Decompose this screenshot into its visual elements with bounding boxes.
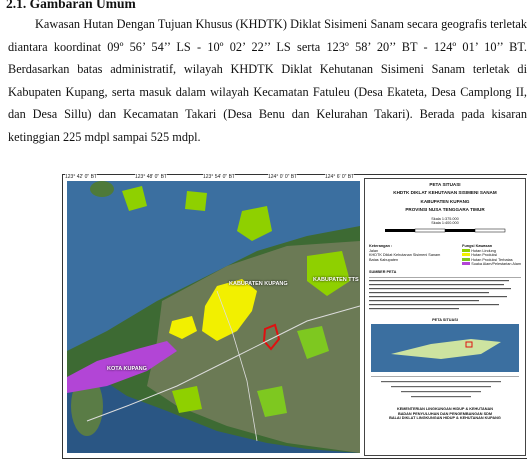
coord-top-5: 124° 6' 0" BT	[325, 174, 355, 180]
place-kota-kupang: KOTA KUPANG	[107, 366, 147, 372]
place-kabupaten-kupang: KABUPATEN KUPANG	[229, 281, 288, 287]
scale-text-2: Skala 1:400.000	[431, 221, 459, 226]
legend-item: Jalan	[369, 248, 379, 253]
coord-top-4: 124° 0' 0" BT	[268, 174, 298, 180]
forest-legend-item: Hutan Lindung	[462, 249, 521, 253]
map-legend-panel	[364, 178, 526, 456]
forest-legend-item: Hutan Produksi Terbatas	[462, 258, 521, 262]
panel-title-4: PROVINSI NUSA TENGGARA TIMUR	[405, 207, 485, 213]
scale-bar	[365, 225, 527, 239]
place-kabupaten-tts: KABUPATEN TTS	[313, 277, 359, 283]
legend-block	[369, 244, 440, 266]
credits-block	[371, 376, 519, 405]
inset-map	[371, 324, 519, 372]
inset-title: PETA SITUASI	[432, 317, 458, 322]
forest-legend-item: Suaka Alam/Pelestarian Alam	[462, 262, 521, 266]
panel-title-1: PETA SITUASI	[429, 182, 461, 187]
scale-text-1: Skala 1:375.000	[431, 216, 459, 221]
map-area	[67, 181, 360, 453]
sources-title: SUMBER PETA	[369, 270, 397, 275]
forest-legend-item: Hutan Produksi	[462, 253, 521, 257]
map-graphic	[67, 181, 360, 453]
legend-title: Keterangan :	[369, 244, 393, 249]
coord-top-3: 123° 54' 0" BT	[203, 174, 235, 180]
forest-legend-block	[462, 244, 521, 266]
panel-title-2: KHDTK DIKLAT KEHUTANAN SISIMENI SANAM	[393, 190, 497, 196]
panel-title-3: KABUPATEN KUPANG	[420, 198, 470, 204]
sources-text-block	[369, 277, 521, 316]
body-paragraph: Kawasan Hutan Dengan Tujuan Khusus (KHDTK) Diklat Sisimeni Sanam secara geografis terletak diantara koordinat 09º 56’ 54’’ LS - 10º 02’ 22’’ LS serta 123º 58’ 20’’ BT - 124º 01’ 10’’ BT. Berdasarkan batas administratif, wilayah KHDTK Diklat Kehutanan Sisimeni Sanam terletak di Kabupaten Kupang, serta masuk dalam wilayah Kecamatan Fatuleu (Desa Ekateta, Desa Camplong II, dan Desa Sillu) dan Kecamatan Takari (Desa Benu dan Kelurahan Takari). Berada pada kisaran ketinggian 225 mdpl sampai 525 mdpl.	[8, 17, 527, 144]
legend-item: KHDTK Diklat Kehutanan Sisimeni Sanam	[369, 253, 441, 258]
forest-legend-title: Fungsi Kawasan	[462, 244, 493, 249]
footer-line-3: BALAI DIKLAT LINGKUNGAN HIDUP & KEHUTANAN KUPANG	[389, 416, 501, 421]
coord-top-2: 123° 48' 0" BT	[135, 174, 167, 180]
legend-item: Batas Kabupaten	[369, 257, 399, 262]
footer-line-1: KEMENTERIAN LINGKUNGAN HIDUP & KEHUTANAN	[396, 407, 494, 412]
map-figure	[62, 174, 527, 459]
coord-top-1: 123° 42' 0" BT	[65, 174, 97, 180]
section-heading: 2.1. Gambaran Umum	[6, 0, 136, 11]
footer-line-2: BADAN PENYULUHAN DAN PENGEMBANGAN SDM	[397, 411, 493, 416]
